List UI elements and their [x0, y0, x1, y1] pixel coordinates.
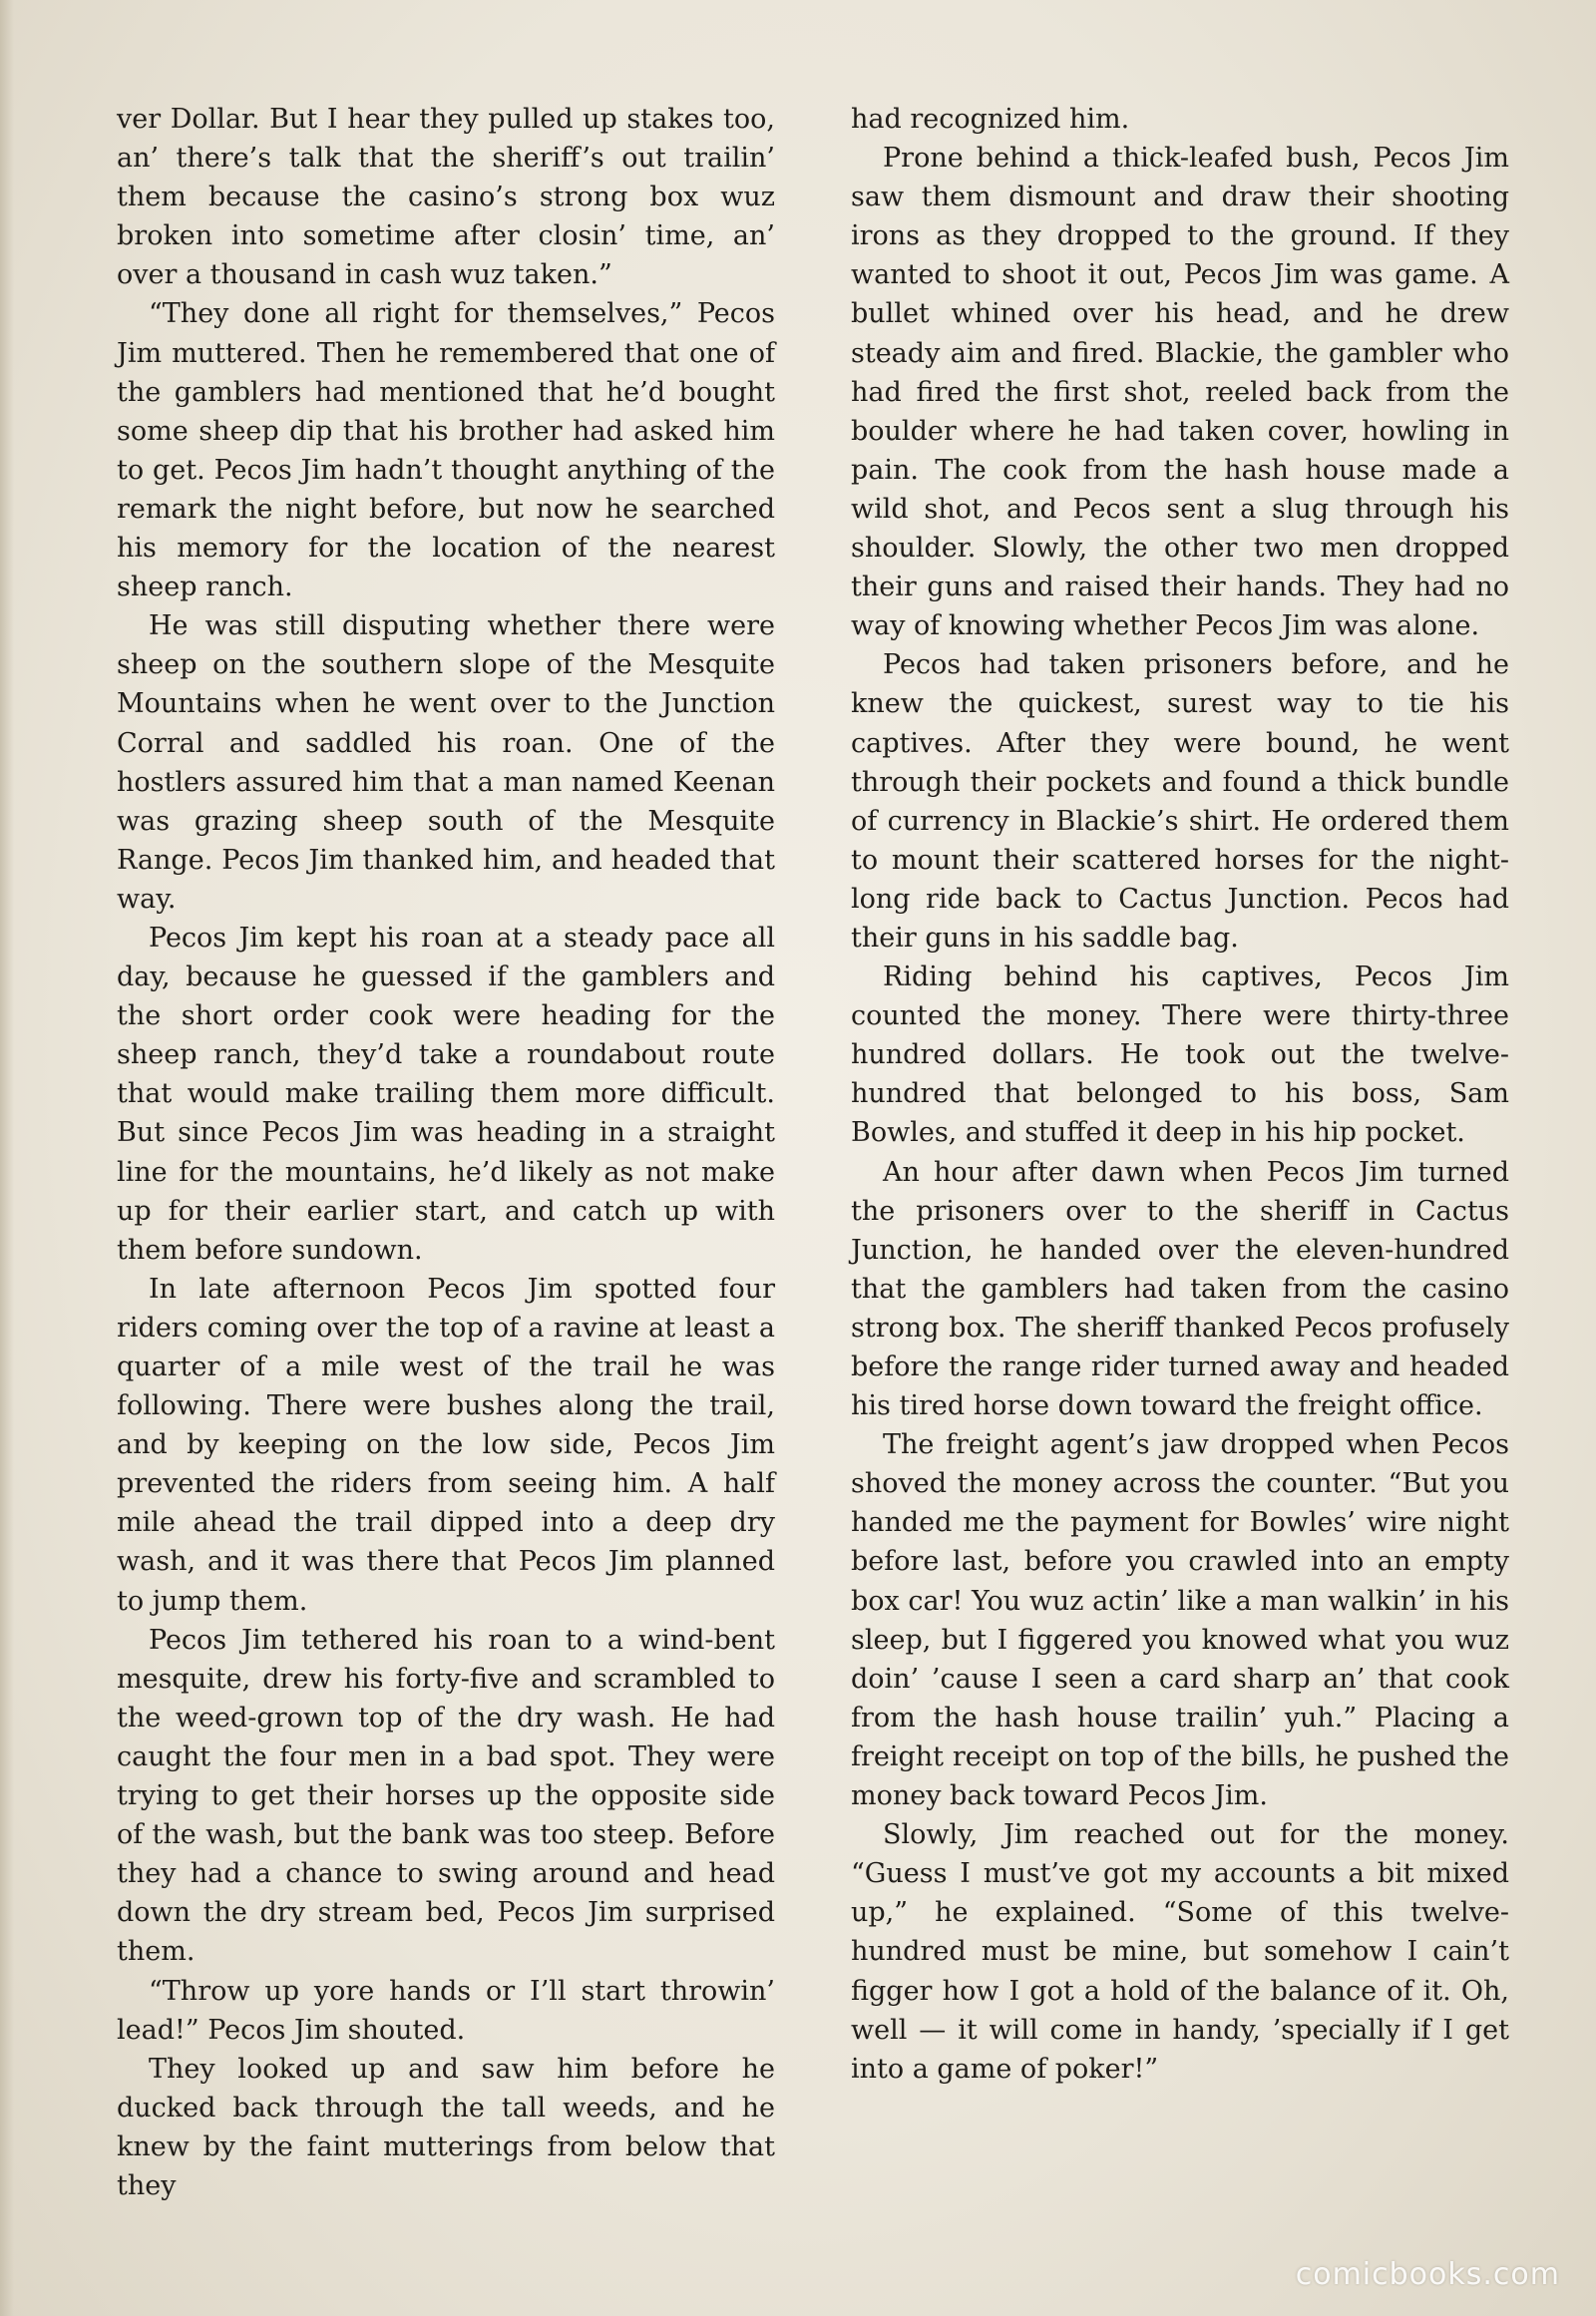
paragraph: They looked up and saw him before he ducked back through the tall weeds, and he knew by the faint mutterings from below that they: [117, 2053, 775, 2201]
paragraph: had recognized him.: [851, 104, 1130, 135]
paragraph: The freight agent’s jaw dropped when Pecos shoved the money across the counter. “But you handed me the payment for Bowles’ wire night before last, before you crawled into an empty box car! You wuz actin’ like a man walkin’ in his sleep, but I figgered you knowed what you wuz doin’ ’cause I seen a card sharp an’ that cook from the hash house trailin’ yuh.” Placing a freight receipt on top of the bills, he pushed the money back toward Pecos Jim.: [851, 1429, 1509, 1812]
paragraph: ver Dollar. But I hear they pulled up stakes too, an’ there’s talk that the sheriff’s out trailin’ them because the casino’s strong box wuz broken into sometime after closin’ time, an’ over a thousand in cash wuz taken.”: [117, 104, 775, 291]
paragraph: An hour after dawn when Pecos Jim turned the prisoners over to the sheriff in Cactus Junction, he handed over the eleven-hundred that the gamblers had taken from the casino strong box. The sheriff thanked Pecos profusely before the range rider turned away and headed his tired horse down toward the freight office.: [851, 1156, 1509, 1422]
paragraph: Pecos Jim kept his roan at a steady pace all day, because he guessed if the gamblers and the short order cook were heading for the sheep ranch, they’d take a roundabout route that would make trailing them more difficult. But since Pecos Jim was heading in a straight line for the mountains, he’d likely as not make up for their earlier start, and catch up with them before sundown.: [117, 922, 775, 1266]
paragraph: Prone behind a thick-leafed bush, Pecos Jim saw them dismount and draw their shooting irons as they dropped to the ground. If they wanted to shoot it out, Pecos Jim was game. A bullet whined over his head, and he drew steady aim and fired. Blackie, the gambler who had fired the first shot, reeled back from the boulder where he had taken cover, howling in pain. The cook from the hash house made a wild shot, and Pecos sent a slug through his shoulder. Slowly, the other two men dropped their guns and raised their hands. They had no way of knowing whether Pecos Jim was alone.: [851, 143, 1509, 642]
paragraph: “They done all right for themselves,” Pecos Jim muttered. Then he remembered that one of the gamblers had mentioned that he’d bought some sheep dip that his brother had asked him to get. Pecos Jim hadn’t thought anything of the remark the night before, but now he searched his memory for the location of the nearest sheep ranch.: [117, 298, 775, 603]
paragraph: Riding behind his captives, Pecos Jim counted the money. There were thirty-three hundred dollars. He took out the twelve-hundred that belonged to his boss, Sam Bowles, and stuffed it deep in his hip pocket.: [851, 962, 1509, 1149]
site-watermark: comicbooks.com: [1295, 2257, 1560, 2292]
paragraph: In late afternoon Pecos Jim spotted four riders coming over the top of a ravine at least a quarter of a mile west of the trail he was following. There were bushes along the trail, and by keeping on the low side, Pecos Jim prevented the riders from seeing him. A half mile ahead the trail dipped into a deep dry wash, and it was there that Pecos Jim planned to jump them.: [117, 1273, 775, 1617]
paragraph: Pecos had taken prisoners before, and he knew the quickest, surest way to tie his captives. After they were bound, he went through their pockets and found a thick bundle of currency in Blackie’s shirt. He ordered them to mount their scattered horses for the night-long ride back to Cactus Junction. Pecos had their guns in his saddle bag.: [851, 649, 1509, 954]
paragraph: Pecos Jim tethered his roan to a wind-bent mesquite, drew his forty-five and scrambled to the weed-grown top of the dry wash. He had caught the four men in a bad spot. They were trying to get their horses up the opposite side of the wash, but the bank was too steep. Before they had a chance to swing around and head down the dry stream bed, Pecos Jim surprised them.: [117, 1624, 775, 1968]
paragraph: “Throw up yore hands or I’ll start throwin’ lead!” Pecos Jim shouted.: [117, 1975, 775, 2046]
paragraph: He was still disputing whether there were sheep on the southern slope of the Mesquite Mountains when he went over to the Junction Corral and saddled his roan. One of the hostlers assured him that a man named Keenan was grazing sheep south of the Mesquite Range. Pecos Jim thanked him, and headed that way.: [117, 610, 775, 915]
paragraph: Slowly, Jim reached out for the money. “Guess I must’ve got my accounts a bit mixed up,” he explained. “Some of this twelve-hundred must be mine, but somehow I cain’t figger how I got a hold of the balance of it. Oh, well — it will come in handy, ’specially if I get into a game of poker!”: [851, 1819, 1509, 2085]
left-text-column: [117, 100, 775, 2205]
right-text-column: [851, 100, 1509, 2089]
